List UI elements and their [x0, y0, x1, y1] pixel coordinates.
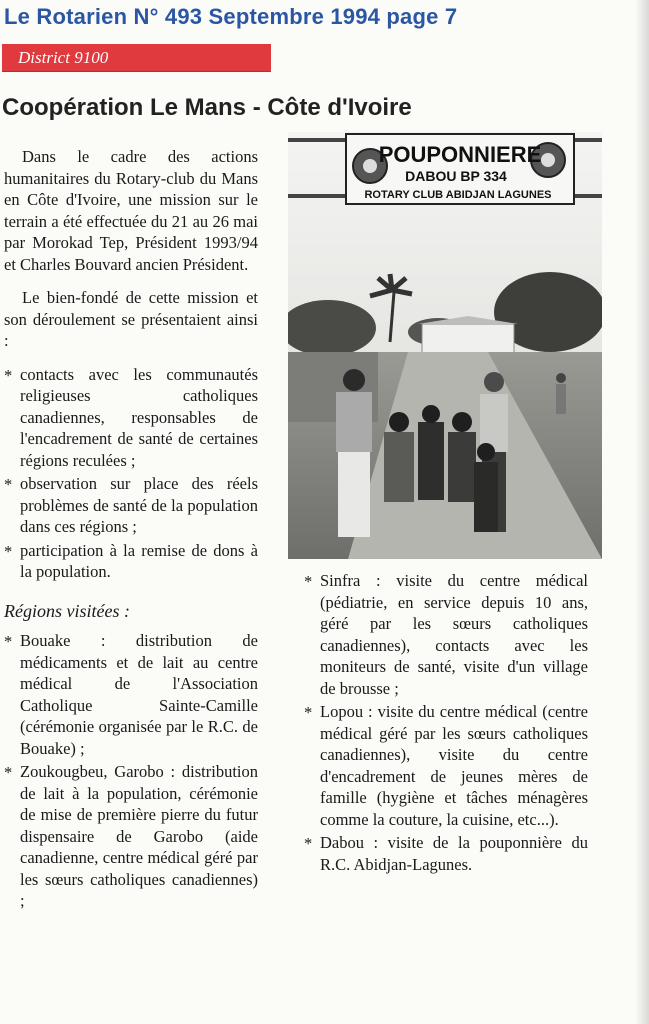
sign-line-2: DABOU BP 334	[405, 168, 507, 184]
objective-item: * contacts avec les communautés religieuses catholiques canadiennes, responsables de l'encadrement de santé de certaines régions reculées ;	[4, 364, 258, 472]
objective-item: * observation sur place des réels problèmes de santé de la population dans ces régions ;	[4, 473, 258, 538]
regions-list-right	[304, 570, 588, 875]
right-column	[304, 570, 588, 887]
region-item: * Zoukougbeu, Garobo : distribution de lait à la population, cérémonie de mise de première pierre du futur dispensaire de Garobo (aide canadienne, centre médical géré par les sœurs catholiques canadiennes) ;	[4, 761, 258, 912]
intro-paragraph-1: Dans le cadre des actions humanitaires du Rotary-club du Mans en Côte d'Ivoire, une mission sur le terrain a été effectuée du 21 au 26 mai par Morokad Tep, Président 1993/94 et Charles Bouvard ancien Président.	[4, 147, 258, 274]
region-item: * Bouake : distribution de médicaments et de lait au centre médical de l'Association Catholique Sainte-Camille (cérémonie organisée par le R.C. de Bouake) ;	[4, 630, 258, 759]
photo-pouponniere	[288, 132, 602, 559]
regions-list-left	[4, 630, 258, 912]
regions-heading: Régions visitées :	[4, 600, 130, 621]
sign-line-1: POUPONNIERE	[378, 142, 542, 167]
region-item: * Sinfra : visite du centre médical (pédiatrie, en service depuis 10 ans, géré par les sœurs catholiques canadiennes), contacts avec les moniteurs de santé, visite d'un village de brousse ;	[304, 570, 588, 699]
page-edge	[635, 0, 649, 1024]
objective-item: * participation à la remise de dons à la population.	[4, 540, 258, 583]
region-item: * Dabou : visite de la pouponnière du R.C. Abidjan-Lagunes.	[304, 832, 588, 875]
sign-line-3: ROTARY CLUB ABIDJAN LAGUNES	[364, 189, 552, 201]
district-banner: District 9100	[2, 44, 271, 72]
objectives-list	[4, 364, 258, 583]
masthead: Le Rotarien N° 493 Septembre 1994 page 7	[4, 4, 458, 29]
intro-paragraph-2: Le bien-fondé de cette mission et son déroulement se présentaient ainsi :	[4, 288, 258, 350]
article-title: Coopération Le Mans - Côte d'Ivoire	[2, 94, 412, 121]
region-item: * Lopou : visite du centre médical (centre médical géré par les sœurs catholiques canadiennes), visite du centre d'encadrement de jeunes mères de famille (hygiène et tâches ménagères comme la couture, la cuisine, etc...).	[304, 701, 588, 830]
left-column	[4, 146, 258, 924]
